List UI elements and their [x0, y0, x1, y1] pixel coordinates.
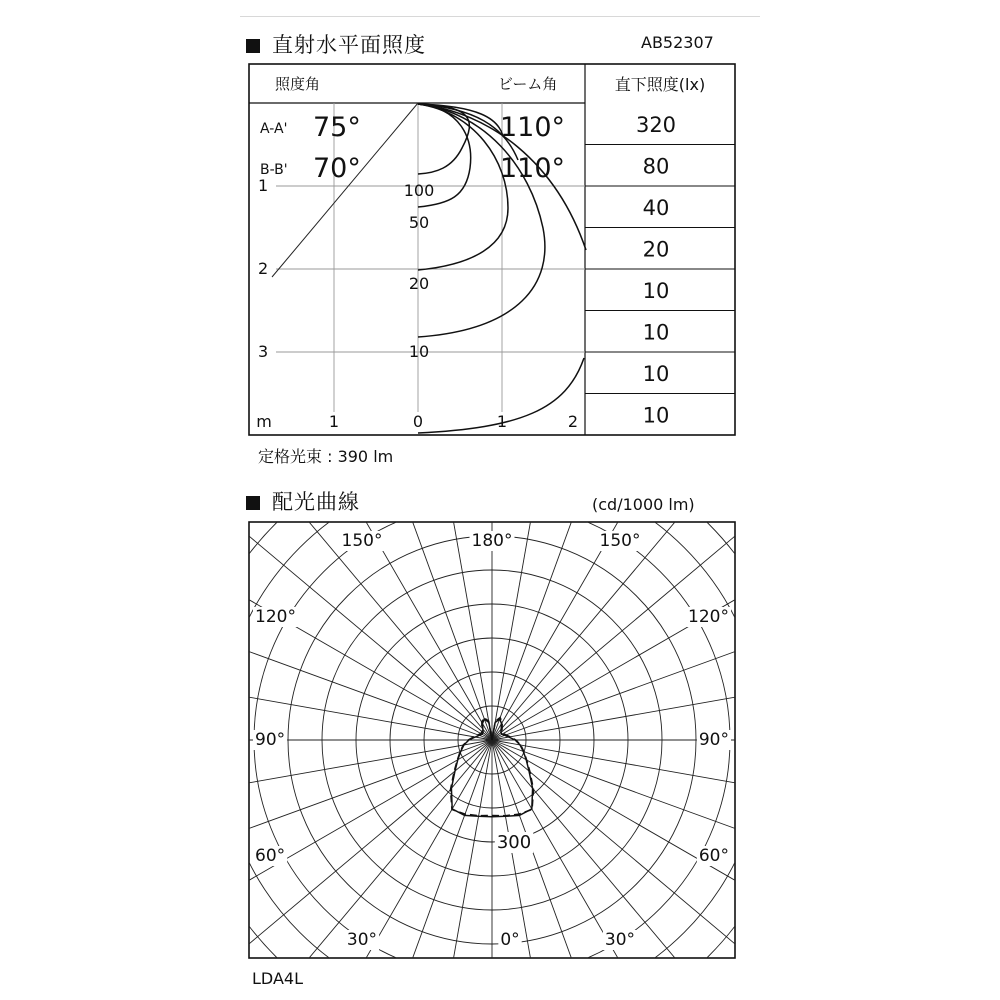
direct-value-5: 10	[642, 279, 670, 303]
direct-value-8: 10	[642, 403, 670, 428]
angle-label-150-left: 150°	[341, 531, 383, 551]
product-code: AB52307	[641, 33, 714, 52]
illuminance-diagram	[249, 64, 735, 435]
model-name: LDA4L	[252, 969, 303, 988]
angle-label-90-right: 90°	[698, 730, 729, 750]
angle-label-120-right: 120°	[688, 607, 729, 627]
row-b-angle: 70°	[313, 153, 361, 184]
contour-label-20: 20	[408, 274, 430, 293]
horizontal-label-0: 0	[412, 412, 424, 431]
candela-unit: (cd/1000 lm)	[592, 495, 695, 514]
horizontal-unit: m	[256, 412, 272, 431]
illuminance-grid	[276, 103, 585, 412]
angle-label-0: 0°	[500, 930, 520, 950]
distance-label-3: 3	[258, 342, 269, 361]
illuminance-title-text: 直射水平面照度	[272, 33, 426, 57]
header-direct: 直下照度(lx)	[614, 75, 706, 94]
row-a-beam: 110°	[500, 112, 566, 143]
contour-label-10: 10	[408, 342, 430, 361]
distance-label-2: 2	[258, 259, 269, 278]
horizontal-label-right-1: 1	[496, 412, 508, 431]
horizontal-label-right-2: 2	[567, 412, 579, 431]
contour-label-50: 50	[408, 213, 430, 232]
angle-label-150-right: 150°	[599, 531, 641, 551]
radial-label-300: 300	[496, 832, 532, 853]
angle-label-30-right: 30°	[604, 930, 636, 950]
angle-label-60-left: 60°	[255, 846, 286, 866]
rated-flux: 定格光束 : 390 lm	[258, 447, 394, 466]
angle-label-90-left: 90°	[255, 730, 286, 750]
angle-label-180: 180°	[471, 531, 513, 551]
angle-label-120-left: 120°	[255, 607, 296, 627]
direct-value-4: 20	[642, 237, 670, 262]
direct-value-7: 10	[642, 362, 670, 386]
direct-value-1: 320	[635, 113, 677, 137]
contour-label-100: 100	[403, 181, 435, 200]
direct-illuminance-table	[585, 113, 735, 428]
direct-value-3: 40	[642, 196, 670, 220]
row-a-label: A-A'	[260, 121, 288, 137]
horizontal-label-left-1: 1	[328, 412, 340, 431]
angle-label-60-right: 60°	[698, 846, 729, 866]
direct-value-6: 10	[642, 320, 670, 345]
header-beam: ビーム角	[498, 75, 558, 93]
row-b-label: B-B'	[260, 162, 288, 178]
row-b-beam: 110°	[500, 153, 566, 184]
polar-chart	[0, 40, 1000, 1000]
angle-label-30-left: 30°	[346, 930, 378, 950]
direct-value-2: 80	[642, 154, 670, 179]
header-angle: 照度角	[275, 75, 321, 93]
row-a-angle: 75°	[313, 112, 361, 143]
light-distribution-title-text: 配光曲線	[272, 490, 360, 514]
distance-label-1: 1	[258, 176, 269, 195]
